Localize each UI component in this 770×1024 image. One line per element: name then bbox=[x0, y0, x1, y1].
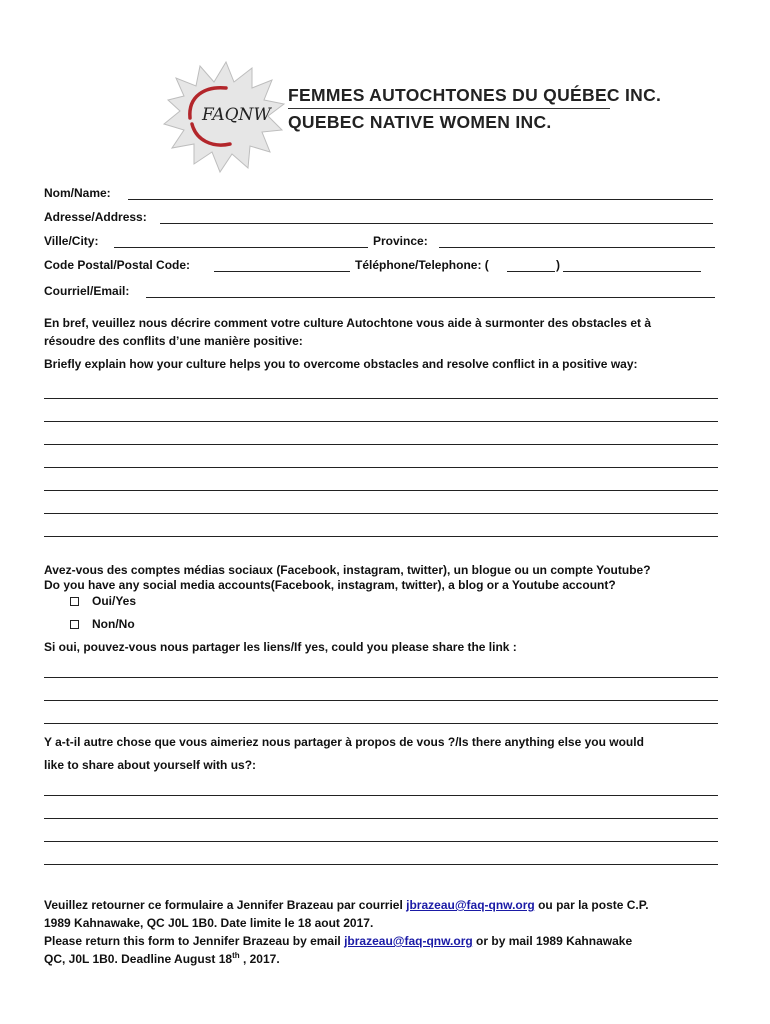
answer-1-line[interactable] bbox=[44, 398, 718, 399]
footer-fr-text-1: Veuillez retourner ce formulaire a Jennifer Brazeau par courriel bbox=[44, 898, 407, 912]
city-label: Ville/City: bbox=[44, 234, 99, 248]
logo-text: FAQNW bbox=[202, 105, 271, 125]
address-field[interactable] bbox=[160, 223, 713, 224]
province-label: Province: bbox=[373, 234, 428, 248]
postal-code-label: Code Postal/Postal Code: bbox=[44, 258, 191, 272]
footer-fr-line-1 bbox=[44, 898, 649, 912]
footer-en-text-2: or by mail 1989 Kahnawake bbox=[472, 934, 633, 948]
links-prompt: Si oui, pouvez-vous nous partager les liens/If yes, could you please share the link : bbox=[44, 640, 517, 654]
email-field[interactable] bbox=[146, 297, 715, 298]
email-label: Courriel/Email: bbox=[44, 284, 130, 298]
answer-1-line[interactable] bbox=[44, 421, 718, 422]
logo-emblem-icon bbox=[160, 56, 295, 176]
answer-1-line[interactable] bbox=[44, 490, 718, 491]
yes-option-label: Oui/Yes bbox=[92, 594, 137, 608]
footer-en-text-4: , 2017. bbox=[239, 952, 280, 966]
answer-3-line[interactable] bbox=[44, 864, 718, 865]
answer-3-line[interactable] bbox=[44, 841, 718, 842]
address-label: Adresse/Address: bbox=[44, 210, 147, 224]
links-answer-line[interactable] bbox=[44, 723, 718, 724]
footer-fr-text-2: ou par la poste C.P. bbox=[534, 898, 649, 912]
footer-en-line-1 bbox=[44, 934, 632, 948]
answer-1-line[interactable] bbox=[44, 513, 718, 514]
answer-3-line[interactable] bbox=[44, 818, 718, 819]
footer-en-line-2 bbox=[44, 952, 280, 966]
organization-name bbox=[288, 85, 661, 133]
question-1-en: Briefly explain how your culture helps you to overcome obstacles and resolve conflict in a positive way: bbox=[44, 357, 638, 371]
links-answer-line[interactable] bbox=[44, 700, 718, 701]
name-field[interactable] bbox=[128, 199, 713, 200]
footer-en-text-1: Please return this form to Jennifer Brazeau by email bbox=[44, 934, 345, 948]
phone-area-code-field[interactable] bbox=[507, 271, 555, 272]
footer-en-text-3: QC, J0L 1B0. Deadline August 18 bbox=[44, 952, 233, 966]
question-1-fr-line-2: résoudre des conflits d’une manière positive: bbox=[44, 334, 303, 348]
links-answer-line[interactable] bbox=[44, 677, 718, 678]
org-divider bbox=[288, 108, 610, 109]
organization-logo bbox=[160, 56, 295, 176]
name-label: Nom/Name: bbox=[44, 186, 111, 200]
phone-close-paren: ) bbox=[556, 258, 560, 272]
postal-code-field[interactable] bbox=[214, 271, 350, 272]
email-link-fr[interactable]: jbrazeau@faq-qnw.org bbox=[406, 898, 535, 912]
phone-label: Téléphone/Telephone: ( bbox=[355, 258, 489, 272]
footer-fr-line-2: 1989 Kahnawake, QC J0L 1B0. Date limite le 18 aout 2017. bbox=[44, 916, 374, 930]
org-name-fr: FEMMES AUTOCHTONES DU QUÉBEC INC. bbox=[288, 85, 662, 105]
answer-1-line[interactable] bbox=[44, 536, 718, 537]
org-name-en: QUEBEC NATIVE WOMEN INC. bbox=[288, 112, 552, 132]
answer-1-line[interactable] bbox=[44, 467, 718, 468]
phone-number-field[interactable] bbox=[563, 271, 701, 272]
no-checkbox[interactable] bbox=[70, 620, 79, 629]
question-3-line-2: like to share about yourself with us?: bbox=[44, 758, 257, 772]
no-option-label: Non/No bbox=[92, 617, 135, 631]
question-2-en: Do you have any social media accounts(Facebook, instagram, twitter), a blog or a Youtube account? bbox=[44, 578, 616, 592]
question-2-fr: Avez-vous des comptes médias sociaux (Facebook, instagram, twitter), un blogue ou un compte Youtube? bbox=[44, 563, 651, 577]
city-field[interactable] bbox=[114, 247, 368, 248]
question-1-fr-line-1: En bref, veuillez nous décrire comment votre culture Autochtone vous aide à surmonter des obstacles et à bbox=[44, 316, 652, 330]
answer-1-line[interactable] bbox=[44, 444, 718, 445]
answer-3-line[interactable] bbox=[44, 795, 718, 796]
yes-checkbox[interactable] bbox=[70, 597, 79, 606]
footer-en-superscript: th bbox=[232, 951, 240, 960]
email-link-en[interactable]: jbrazeau@faq-qnw.org bbox=[344, 934, 473, 948]
province-field[interactable] bbox=[439, 247, 715, 248]
question-3-line-1: Y a-t-il autre chose que vous aimeriez nous partager à propos de vous ?/Is there anything else you would bbox=[44, 735, 644, 749]
